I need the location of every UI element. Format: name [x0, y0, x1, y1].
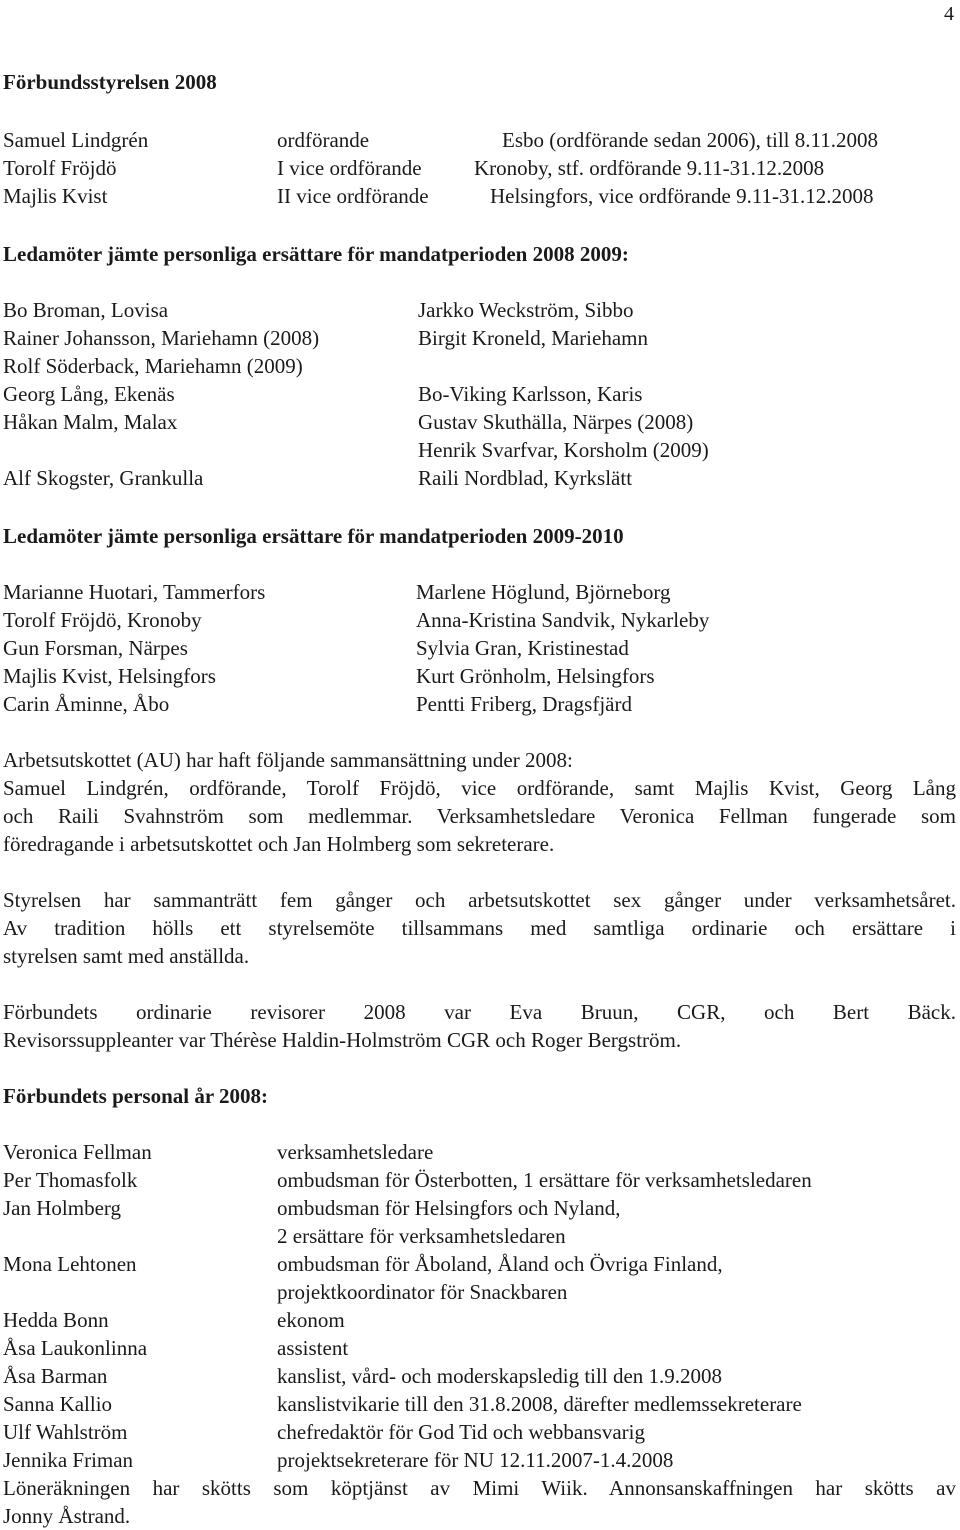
member-name: Carin Åminne, Åbo: [3, 692, 170, 716]
staff-name: Jan Holmberg: [3, 1196, 122, 1220]
deputy-name: Kurt Grönholm, Helsingfors: [416, 664, 655, 688]
officer-role: II vice ordförande: [277, 184, 429, 208]
staff-name: Sanna Kallio: [3, 1392, 113, 1416]
paragraph-line: Samuel Lindgrén, ordförande, Torolf Fröjdö, vice ordförande, samt Majlis Kvist, Georg Lång: [3, 776, 956, 800]
member-name: Torolf Fröjdö, Kronoby: [3, 608, 202, 632]
board-heading: Förbundsstyrelsen 2008: [3, 70, 217, 94]
staff-role: ombudsman för Åboland, Åland och Övriga Finland,: [277, 1252, 723, 1276]
staff-role: ekonom: [277, 1308, 345, 1332]
meetings-paragraph: [3, 886, 956, 970]
auditors-paragraph: [3, 998, 956, 1054]
deputy-name: Henrik Svarfvar, Korsholm (2009): [418, 438, 709, 462]
paragraph-line: Förbundets ordinarie revisorer 2008 var Eva Bruun, CGR, och Bert Bäck.: [3, 1000, 956, 1024]
payroll-paragraph: [3, 1474, 956, 1530]
member-name: Bo Broman, Lovisa: [3, 298, 169, 322]
staff-name: Ulf Wahlström: [3, 1420, 128, 1444]
member-name: Georg Lång, Ekenäs: [3, 382, 175, 406]
members-2008-heading: Ledamöter jämte personliga ersättare för mandatperioden 2008 2009:: [3, 242, 629, 266]
deputy-name: Sylvia Gran, Kristinestad: [416, 636, 629, 660]
deputy-name: Birgit Kroneld, Mariehamn: [418, 326, 648, 350]
member-name: Gun Forsman, Närpes: [3, 636, 188, 660]
officer-name: Torolf Fröjdö: [3, 156, 117, 180]
paragraph-line: föredragande i arbetsutskottet och Jan Holmberg som sekreterare.: [3, 832, 555, 856]
officer-info: Esbo (ordförande sedan 2006), till 8.11.2008: [502, 128, 878, 152]
staff-role: chefredaktör för God Tid och webbansvarig: [277, 1420, 645, 1444]
deputy-name: Raili Nordblad, Kyrkslätt: [418, 466, 633, 490]
deputy-name: Pentti Friberg, Dragsfjärd: [416, 692, 632, 716]
paragraph-line: Styrelsen har sammanträtt fem gånger och arbetsutskottet sex gånger under verksamhetsåret.: [3, 888, 956, 912]
staff-role: projektsekreterare för NU 12.11.2007-1.4.2008: [277, 1448, 674, 1472]
staff-name: Veronica Fellman: [3, 1140, 152, 1164]
paragraph-line: styrelsen samt med anställda.: [3, 944, 250, 968]
staff-name: Åsa Laukonlinna: [3, 1336, 148, 1360]
staff-name: Per Thomasfolk: [3, 1168, 138, 1192]
deputy-name: Gustav Skuthälla, Närpes (2008): [418, 410, 694, 434]
officer-role: I vice ordförande: [277, 156, 422, 180]
staff-name: Åsa Barman: [3, 1364, 108, 1388]
staff-role: ombudsman för Österbotten, 1 ersättare för verksamhetsledaren: [277, 1168, 812, 1192]
paragraph-line: Av tradition hölls ett styrelsemöte tillsammans med samtliga ordinarie och ersättare i: [3, 916, 956, 940]
member-name: Håkan Malm, Malax: [3, 410, 178, 434]
officer-info: Helsingfors, vice ordförande 9.11-31.12.2008: [490, 184, 874, 208]
officer-name: Majlis Kvist: [3, 184, 108, 208]
paragraph-line: Jonny Åstrand.: [3, 1504, 131, 1528]
paragraph-line: och Raili Svahnström som medlemmar. Verksamhetsledare Veronica Fellman fungerade som: [3, 804, 956, 828]
staff-role: ombudsman för Helsingfors och Nyland,: [277, 1196, 621, 1220]
staff-role: kanslist, vård- och moderskapsledig till den 1.9.2008: [277, 1364, 723, 1388]
deputy-name: Jarkko Weckström, Sibbo: [418, 298, 634, 322]
staff-name: Mona Lehtonen: [3, 1252, 137, 1276]
au-paragraph: [3, 746, 956, 858]
officer-info: Kronoby, stf. ordförande 9.11-31.12.2008: [474, 156, 825, 180]
staff-name: Hedda Bonn: [3, 1308, 109, 1332]
member-name: Marianne Huotari, Tammerfors: [3, 580, 266, 604]
member-name: Alf Skogster, Grankulla: [3, 466, 204, 490]
page-number: 4: [944, 3, 954, 25]
staff-role: assistent: [277, 1336, 349, 1360]
staff-name: Jennika Friman: [3, 1448, 134, 1472]
member-name: Majlis Kvist, Helsingfors: [3, 664, 216, 688]
paragraph-line: Löneräkningen har skötts som köptjänst av Mimi Wiik. Annonsanskaffningen har skötts av: [3, 1476, 956, 1500]
paragraph-line: Revisorssuppleanter var Thérèse Haldin-Holmström CGR och Roger Bergström.: [3, 1028, 682, 1052]
deputy-name: Bo-Viking Karlsson, Karis: [418, 382, 643, 406]
officer-name: Samuel Lindgrén: [3, 128, 149, 152]
members-2009-heading: Ledamöter jämte personliga ersättare för mandatperioden 2009-2010: [3, 524, 624, 548]
staff-role: projektkoordinator för Snackbaren: [277, 1280, 568, 1304]
deputy-name: Marlene Höglund, Björneborg: [416, 580, 671, 604]
member-name: Rainer Johansson, Mariehamn (2008): [3, 326, 320, 350]
staff-role: 2 ersättare för verksamhetsledaren: [277, 1224, 566, 1248]
deputy-name: Anna-Kristina Sandvik, Nykarleby: [416, 608, 710, 632]
officer-role: ordförande: [277, 128, 370, 152]
paragraph-line: Arbetsutskottet (AU) har haft följande sammansättning under 2008:: [3, 748, 573, 772]
staff-heading: Förbundets personal år 2008:: [3, 1084, 269, 1108]
member-name: Rolf Söderback, Mariehamn (2009): [3, 354, 303, 378]
staff-role: kanslistvikarie till den 31.8.2008, därefter medlemssekreterare: [277, 1392, 802, 1416]
staff-role: verksamhetsledare: [277, 1140, 434, 1164]
